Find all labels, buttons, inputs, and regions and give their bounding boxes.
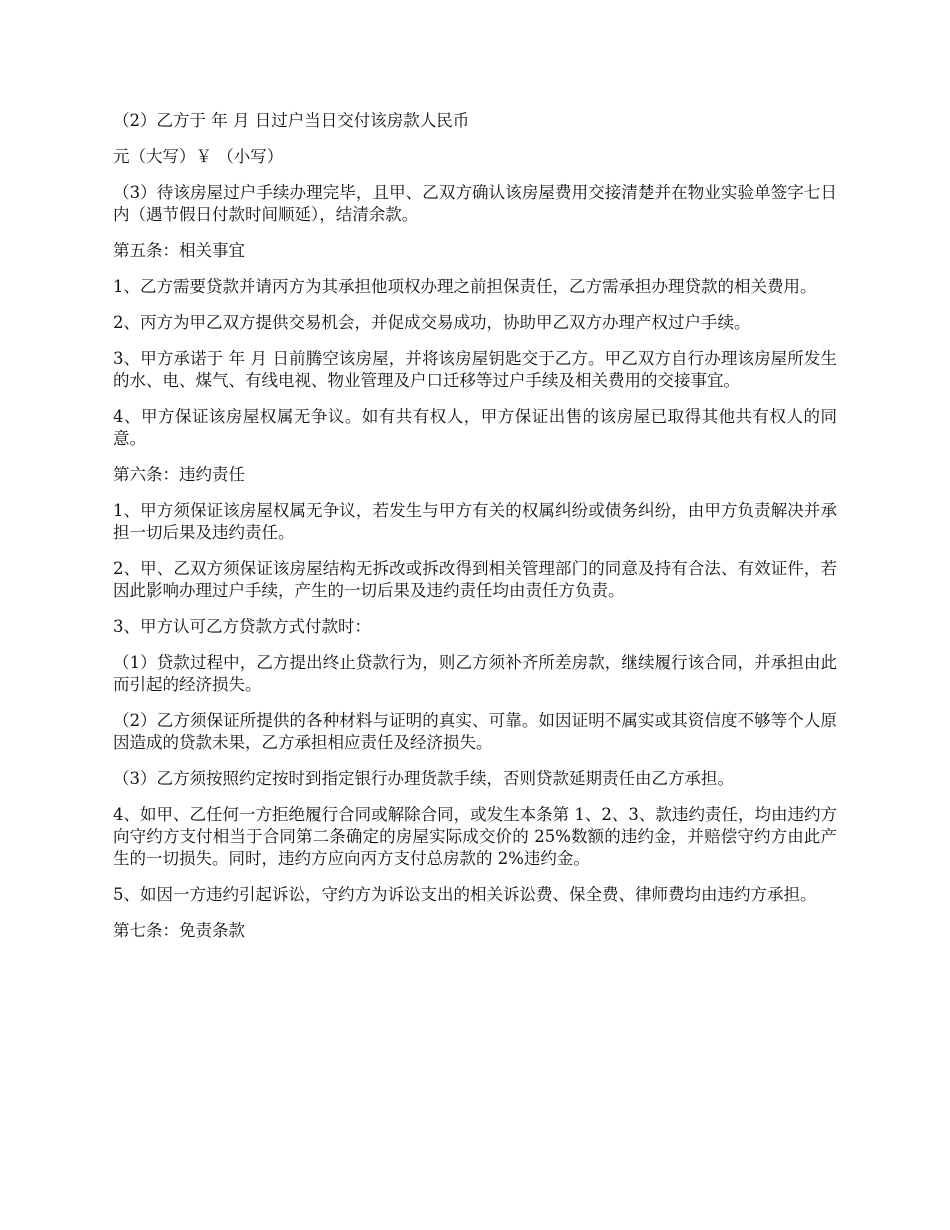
article-6-clause-3-item-1: （1）贷款过程中，乙方提出终止贷款行为，则乙方须补齐所差房款，继续履行该合同，并承担由此而引起的经济损失。 [113,653,837,694]
article-7-heading: 第七条：免责条款 [113,921,245,940]
article-6-clause-3-item-2: （2）乙方须保证所提供的各种材料与证明的真实、可靠。如因证明不属实或其资信度不够等个人原因造成的贷款未果，乙方承担相应责任及经济损失。 [113,711,837,752]
article-6-clause-1: 1、甲方须保证该房屋权属无争议，若发生与甲方有关的权属纠纷或债务纠纷，由甲方负责解决并承担一切后果及违约责任。 [113,501,837,542]
article-5-clause-1: 1、乙方需要贷款并请丙方为其承担他项权办理之前担保责任，乙方需承担办理贷款的相关费用。 [113,277,817,296]
article-6-clause-4: 4、如甲、乙任何一方拒绝履行合同或解除合同，或发生本条第 1、2、3、款违约责任，均由违约方向守约方支付相当于合同第二条确定的房屋实际成交价的 25%数额的违约金，并赔偿守约方由此产生的一切损失。同时，违约方应向丙方支付总房款的 2%违约金。 [113,805,837,868]
article-5-clause-3: 3、甲方承诺于 年 月 日前腾空该房屋，并将该房屋钥匙交于乙方。甲乙双方自行办理该房屋所发生的水、电、煤气、有线电视、物业管理及户口迁移等过户手续及相关费用的交接事宜。 [113,349,837,390]
article-6-clause-2: 2、甲、乙双方须保证该房屋结构无拆改或拆改得到相关管理部门的同意及持有合法、有效证件，若因此影响办理过户手续，产生的一切后果及违约责任均由责任方负责。 [113,559,837,600]
article-6-clause-3: 3、甲方认可乙方贷款方式付款时： [113,617,371,636]
article-5-heading: 第五条：相关事宜 [113,241,245,260]
payment-term-3: （3）待该房屋过户手续办理完毕，且甲、乙双方确认该房屋费用交接清楚并在物业实验单签字七日内（遇节假日付款时间顺延），结清余款。 [113,183,837,224]
document-body [113,110,837,956]
article-6-clause-3-item-3: （3）乙方须按照约定按时到指定银行办理货款手续，否则贷款延期责任由乙方承担。 [113,769,734,788]
article-6-clause-5: 5、如因一方违约引起诉讼，守约方为诉讼支出的相关诉讼费、保全费、律师费均由违约方承担。 [113,885,817,904]
payment-amount-line: 元（大写）￥ （小写） [113,147,284,166]
article-6-heading: 第六条：违约责任 [113,465,245,484]
article-5-clause-4: 4、甲方保证该房屋权属无争议。如有共有权人，甲方保证出售的该房屋已取得其他共有权人的同意。 [113,407,837,448]
article-5-clause-2: 2、丙方为甲乙双方提供交易机会，并促成交易成功，协助甲乙双方办理产权过户手续。 [113,313,751,332]
payment-term-2: （2）乙方于 年 月 日过户当日交付该房款人民币 [113,111,470,130]
